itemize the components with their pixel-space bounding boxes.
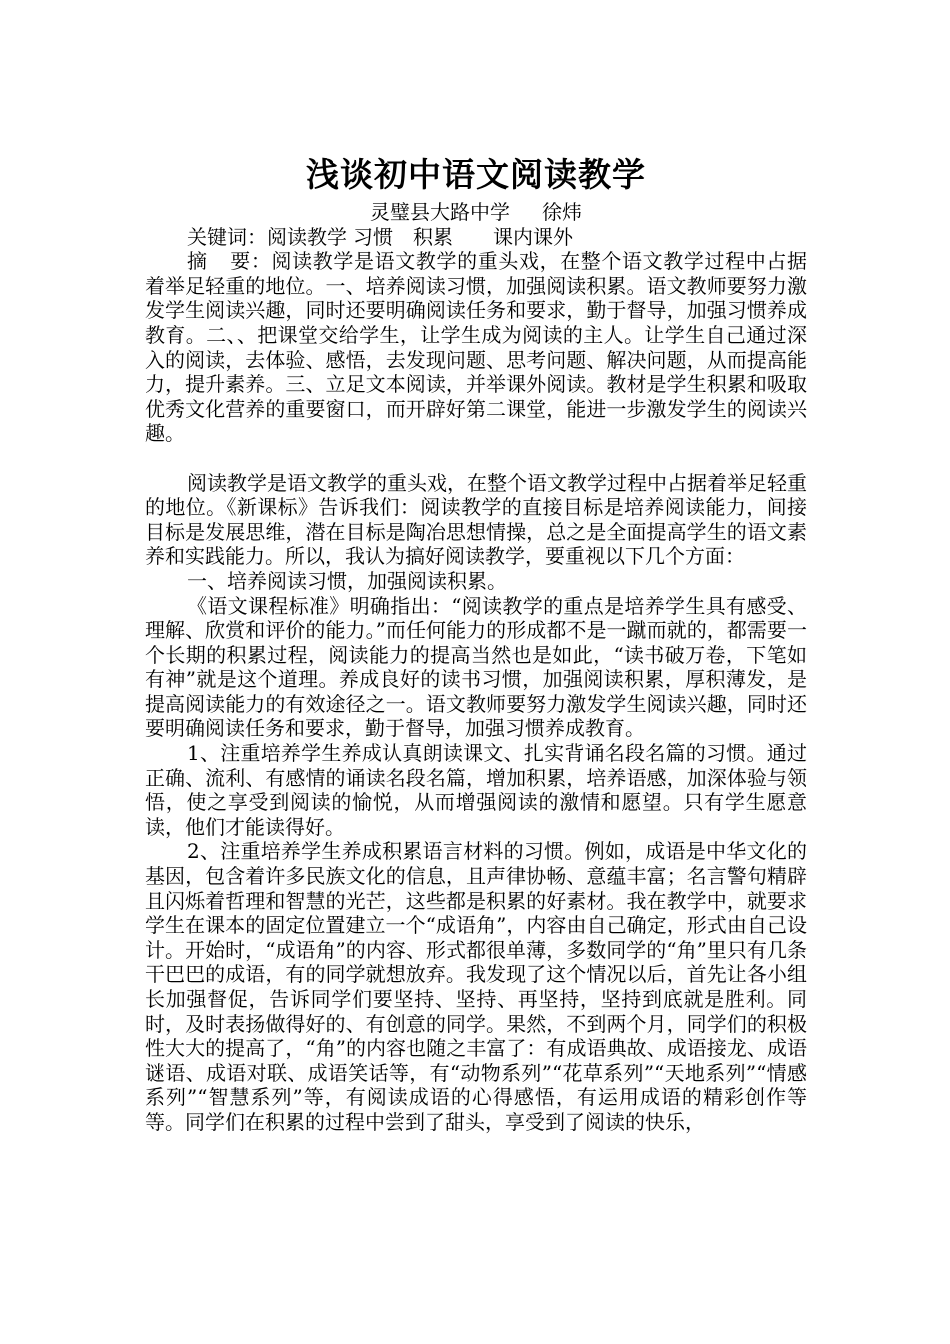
abstract-label-b: 要： (229, 249, 272, 274)
page-title: 浅谈初中语文阅读教学 (306, 155, 646, 194)
keyword-item: 阅读教学 (267, 224, 347, 249)
body-paragraph: 阅读教学是语文教学的重头戏，在整个语文教学过程中占据着举足轻重的地位。《新课标》告诉我们：阅读教学的直接目标是培养阅读能力，间接目标是发展思维，潜在目标是陶冶思想情操，总之是全面提高学生的语文素养和实践能力。所以，我认为搞好阅读教学，要重视以下几个方面： (145, 470, 807, 569)
body-paragraph: 2、注重培养学生养成积累语言材料的习惯。例如，成语是中华文化的基因，包含着许多民族文化的信息，且声律协畅、意蕴丰富；名言警句精辟且闪烁着哲理和智慧的光芒，这些都是积累的好素材。我在教学中，就要求学生在课本的固定位置建立一个“成语角”，内容由自己确定，形式由自己设计。开始时，“成语角”的内容、形式都很单薄，多数同学的“角”里只有几条干巴巴的成语，有的同学就想放弃。我发现了这个情况以后，首先让各小组长加强督促，告诉同学们要坚持、坚持、再坚持，坚持到底就是胜利。同时，及时表扬做得好的、有创意的同学。果然，不到两个月，同学们的积极性大大的提高了，“角”的内容也随之丰富了：有成语典故、成语接龙、成语谜语、成语对联、成语笑话等，有“动物系列”“花草系列”“天地系列”“情感系列”“智慧系列”等，有阅读成语的心得感悟，有运用成语的精彩创作等等。同学们在积累的过程中尝到了甜头，享受到了阅读的快乐， (145, 839, 807, 1134)
keyword-item: 积累 (413, 224, 453, 249)
body-paragraph: 《语文课程标准》明确指出：“阅读教学的重点是培养学生具有感受、理解、欣赏和评价的能力。”而任何能力的形成都不是一蹴而就的，都需要一个长期的积累过程，阅读能力的提高当然也是如此，“读书破万卷，下笔如有神”就是这个道理。养成良好的读书习惯，加强阅读积累，厚积薄发，是提高阅读能力的有效途径之一。语文教师要努力激发学生阅读兴趣，同时还要明确阅读任务和要求，勤于督导，加强习惯养成教育。 (145, 593, 807, 741)
abstract-label-a: 摘 (187, 249, 208, 274)
keyword-item: 课内课外 (493, 224, 573, 249)
author-school: 灵璧县大路中学 (370, 200, 510, 224)
keywords-line (145, 225, 807, 250)
author-name: 徐炜 (542, 200, 582, 224)
keywords-label: 关键词： (187, 224, 267, 249)
abstract-text: 阅读教学是语文教学的重头戏，在整个语文教学过程中占据着举足轻重的地位。一、培养阅读习惯，加强阅读积累。语文教师要努力激发学生阅读兴趣，同时还要明确阅读任务和要求，勤于督导，加强习惯养成教育。二、、把课堂交给学生，让学生成为阅读的主人。让学生自己通过深入的阅读，去体验、感悟，去发现问题、思考问题、解决问题，从而提高能力，提升素养。三、立足文本阅读，并举课外阅读。教材是学生积累和吸取优秀文化营养的重要窗口，而开辟好第二课堂，能进一步激发学生的阅读兴趣。 (145, 249, 808, 446)
body-paragraph: 1、注重培养学生养成认真朗读课文、扎实背诵名段名篇的习惯。通过正确、流利、有感情的诵读名段名篇，增加积累，培养语感，加深体验与领悟，使之享受到阅读的愉悦，从而增强阅读的激情和愿望。只有学生愿意读，他们才能读得好。 (145, 741, 807, 839)
abstract-paragraph (145, 249, 807, 446)
document-page (145, 152, 807, 1135)
author-line (145, 200, 807, 225)
section-heading: 一、培养阅读习惯，加强阅读积累。 (187, 568, 507, 593)
keyword-item: 习惯 (353, 224, 393, 249)
abstract-label (187, 249, 272, 273)
paragraph-spacer (145, 446, 807, 471)
